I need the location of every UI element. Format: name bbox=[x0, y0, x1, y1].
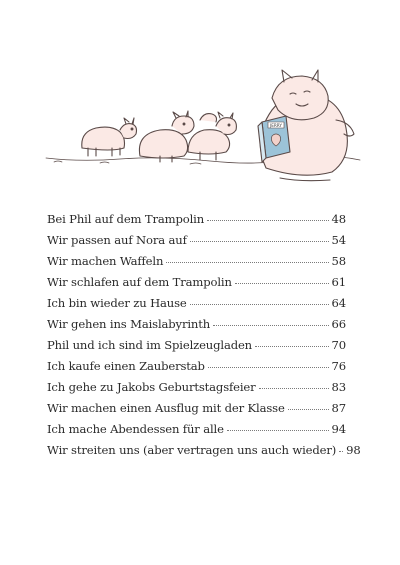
dot-leader bbox=[339, 451, 343, 452]
toc-entry-title: Bei Phil auf dem Trampolin bbox=[47, 212, 205, 226]
toc-entry[interactable] bbox=[47, 317, 346, 338]
toc-entry-page: 87 bbox=[331, 401, 346, 415]
toc-entry-page: 70 bbox=[331, 338, 346, 352]
toc-entry-page: 61 bbox=[331, 275, 346, 289]
toc-entry[interactable] bbox=[47, 275, 346, 296]
toc-entry-title: Ich mache Abendessen für alle bbox=[47, 422, 224, 436]
toc-entry-page: 66 bbox=[331, 317, 346, 331]
toc-entry-page: 58 bbox=[331, 254, 346, 268]
table-of-contents bbox=[47, 212, 361, 464]
dot-leader bbox=[235, 283, 329, 284]
dot-leader bbox=[213, 325, 329, 326]
toc-entry-page: 48 bbox=[331, 212, 346, 226]
book-cover-title: JERRY bbox=[270, 123, 282, 128]
dot-leader bbox=[255, 346, 329, 347]
toc-entry-page: 64 bbox=[331, 296, 346, 310]
toc-entry[interactable] bbox=[47, 212, 346, 233]
toc-entry-page: 94 bbox=[331, 422, 346, 436]
toc-entry-title: Wir gehen ins Maislabyrinth bbox=[47, 317, 211, 331]
toc-entry-title: Wir machen einen Ausflug mit der Klasse bbox=[47, 401, 285, 415]
toc-entry[interactable] bbox=[47, 296, 346, 317]
toc-entry-title: Wir schlafen auf dem Trampolin bbox=[47, 275, 232, 289]
toc-entry-page: 83 bbox=[331, 380, 346, 394]
toc-entry-title: Ich kaufe einen Zauberstab bbox=[47, 359, 205, 373]
dot-leader bbox=[208, 367, 329, 368]
dot-leader bbox=[190, 304, 329, 305]
toc-entry[interactable] bbox=[47, 254, 346, 275]
toc-entry[interactable] bbox=[47, 422, 346, 443]
toc-entry-title: Phil und ich sind im Spielzeugladen bbox=[47, 338, 253, 352]
piglets-middle bbox=[139, 111, 236, 162]
toc-entry-title: Ich bin wieder zu Hause bbox=[47, 296, 187, 310]
dot-leader bbox=[190, 241, 329, 242]
toc-entry[interactable] bbox=[47, 401, 346, 422]
pigs-reading-illustration bbox=[40, 60, 365, 190]
toc-entry-page: 76 bbox=[331, 359, 346, 373]
toc-entry-title: Wir machen Waffeln bbox=[47, 254, 164, 268]
dot-leader bbox=[259, 388, 329, 389]
toc-entry-page: 54 bbox=[331, 233, 346, 247]
dot-leader bbox=[207, 220, 329, 221]
toc-entry-title: Ich gehe zu Jakobs Geburtstagsfeier bbox=[47, 380, 256, 394]
dot-leader bbox=[227, 430, 329, 431]
toc-entry[interactable] bbox=[47, 443, 361, 464]
toc-entry-title: Wir streiten uns (aber vertragen uns auch wieder) bbox=[47, 443, 337, 457]
toc-entry-page: 98 bbox=[346, 443, 361, 457]
dot-leader bbox=[288, 409, 329, 410]
toc-entry[interactable] bbox=[47, 338, 346, 359]
dot-leader bbox=[166, 262, 328, 263]
toc-entry-title: Wir passen auf Nora auf bbox=[47, 233, 187, 247]
piglet-left bbox=[82, 118, 137, 156]
toc-entry[interactable] bbox=[47, 380, 346, 401]
toc-entry[interactable] bbox=[47, 359, 346, 380]
toc-entry[interactable] bbox=[47, 233, 346, 254]
